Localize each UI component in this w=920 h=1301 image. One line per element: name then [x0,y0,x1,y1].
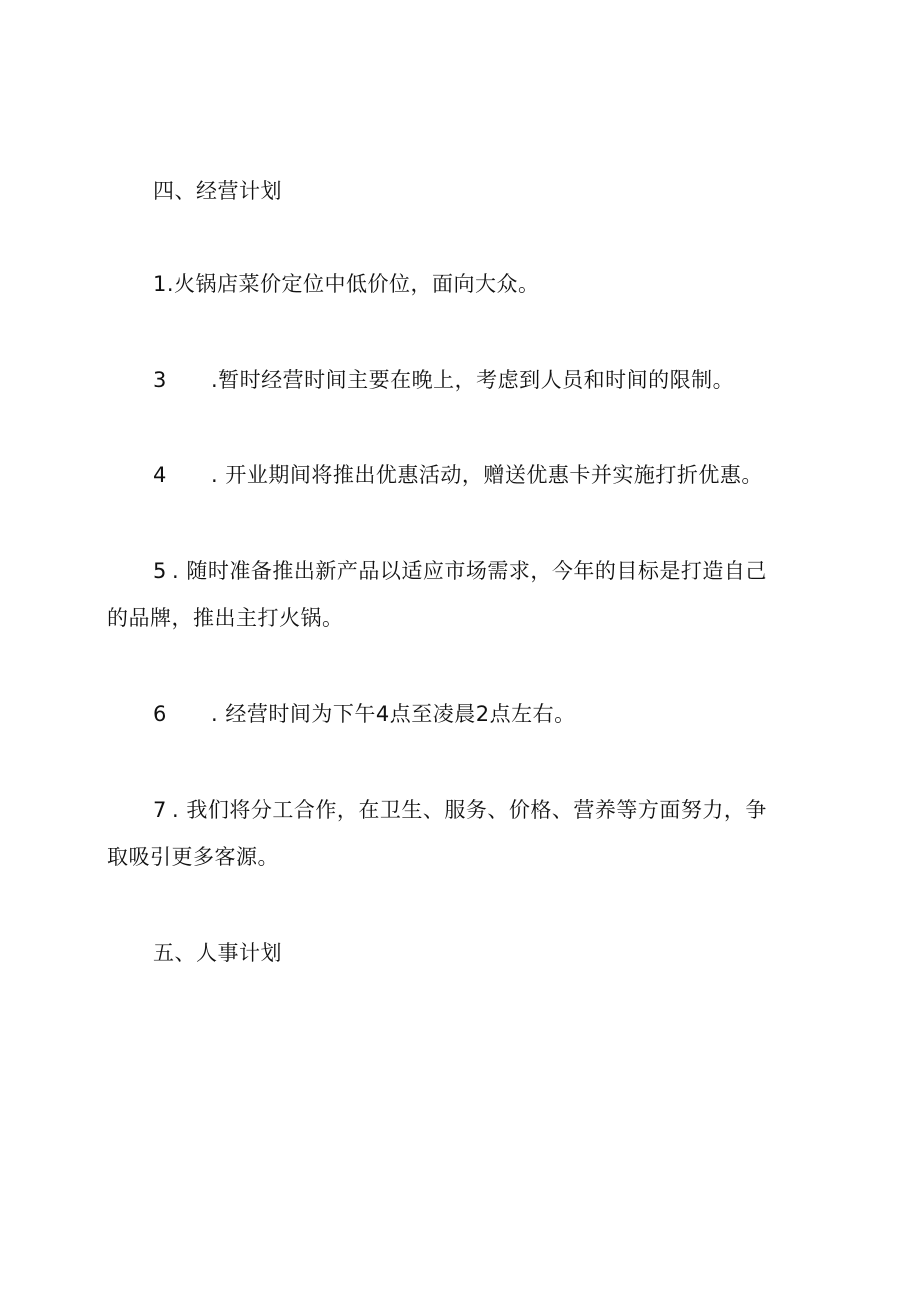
list-item-text: . 我们将分工合作，在卫生、服务、价格、营养等方面努力，争 [172,798,767,822]
section-heading-personnel-plan: 五、人事计划 [153,941,282,965]
list-item-number: 7 [153,798,167,822]
list-item-6 [153,700,576,728]
list-item-text: . 随时准备推出新产品以适应市场需求，今年的目标是打造自己 [172,559,767,583]
list-item-number: 3 [153,368,167,392]
list-item-text: . 开业期间将推出优惠活动，赠送优惠卡并实施打折优惠。 [211,463,763,487]
list-item-7-line-1 [153,796,767,824]
list-item-5-line-1 [153,557,767,585]
list-item-text: .暂时经营时间主要在晚上，考虑到人员和时间的限制。 [211,368,735,392]
list-item-3 [153,366,734,394]
list-item-7-line-2: 取吸引更多客源。 [107,845,279,869]
list-item-4 [153,461,763,489]
list-item-5-line-2: 的品牌，推出主打火锅。 [107,606,344,630]
list-item-text: . 经营时间为下午4点至凌晨2点左右。 [211,702,576,726]
list-item-number: 5 [153,559,167,583]
list-item-number: 4 [153,463,167,487]
list-item-number: 6 [153,702,167,726]
list-item-1: 1.火锅店菜价定位中低价位，面向大众。 [153,272,540,296]
section-heading-business-plan: 四、经营计划 [153,179,282,203]
